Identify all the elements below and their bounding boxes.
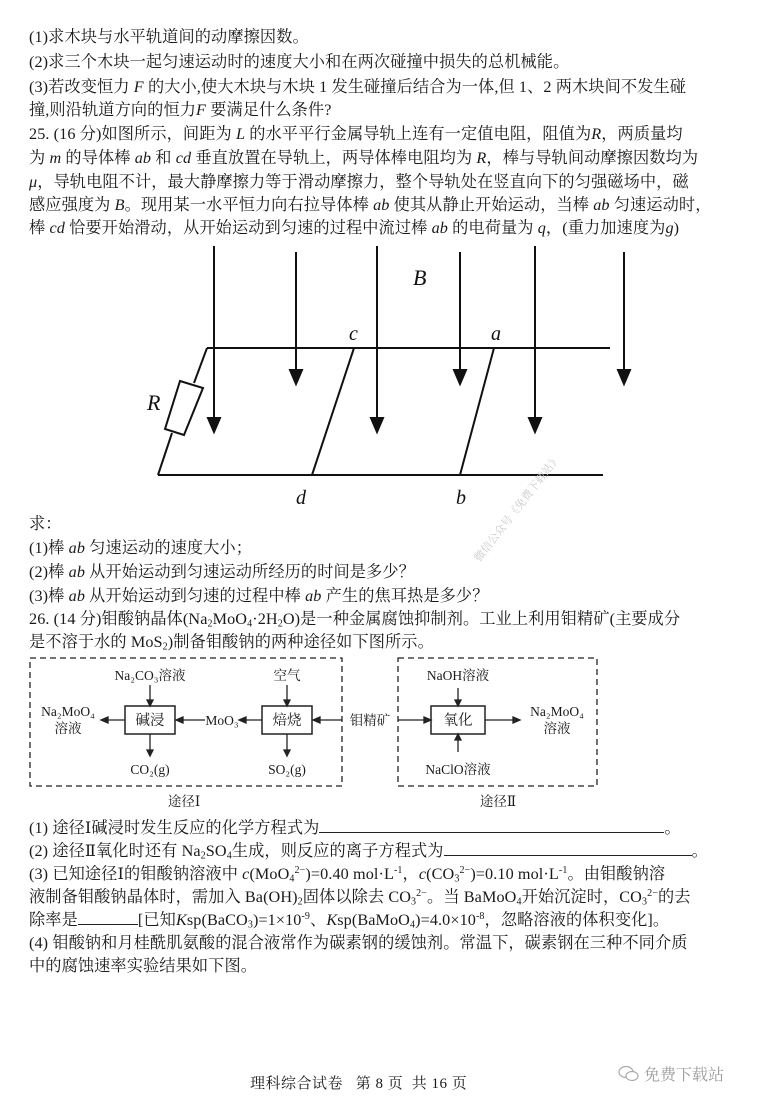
- subscript: 4: [516, 896, 522, 908]
- text: )=0.40 mol·L: [305, 865, 394, 883]
- arrow-head-icon: [313, 717, 320, 723]
- intermediate-moo3: MoO₃: [205, 713, 239, 728]
- text: O)是一种金属腐蚀抑制剂。工业上利用钼精矿(主要成分: [282, 610, 681, 628]
- gas-co2: CO₂(g): [130, 762, 170, 777]
- text: SO: [205, 842, 227, 860]
- q26-q3-line3: [29, 910, 751, 930]
- text: (2)棒: [29, 563, 65, 581]
- q24-part1-text: (1)求木块与水平轨道间的动摩擦因数。: [29, 28, 309, 46]
- superscript: -1: [393, 864, 403, 876]
- label-alkali-leach: 碱浸: [135, 713, 165, 729]
- arrow-head-icon: [290, 370, 302, 384]
- q25-sub1: [29, 538, 751, 558]
- arrow-head-icon: [147, 750, 153, 756]
- superscript: 2−: [416, 887, 428, 899]
- q25-line3: [29, 172, 751, 192]
- q26-line1: [29, 609, 751, 629]
- bar-cd: [312, 348, 354, 475]
- q25-line5: [29, 218, 751, 238]
- var-cd: cd: [49, 219, 65, 237]
- text: 25. (16 分)如图所示，间距为: [29, 125, 232, 143]
- text: 棒: [29, 219, 46, 237]
- subscript: 3: [411, 896, 417, 908]
- superscript: 2−: [647, 887, 658, 899]
- text: 生成，则反应的离子方程式为: [231, 842, 444, 860]
- var-ab: ab: [68, 587, 86, 605]
- text: 的去: [657, 888, 691, 906]
- text: 。由钼酸钠溶: [567, 865, 666, 883]
- text: ，(重力加速度为: [545, 219, 666, 237]
- text: (2) 途径Ⅱ氧化时还有 Na: [29, 842, 201, 860]
- resistor-lead-bottom: [158, 433, 172, 475]
- text: (3)若改变恒力: [29, 78, 130, 96]
- text: 求：: [29, 515, 62, 533]
- arrow-head-icon: [101, 717, 108, 723]
- output-na2moo4: Na₂MoO₄: [530, 704, 584, 719]
- text: 中的腐蚀速率实验结果如下图。: [29, 957, 258, 975]
- subscript: 3: [454, 873, 460, 885]
- q26-q3-line1: [29, 864, 751, 884]
- var-m: m: [49, 149, 62, 167]
- q25-line1: [29, 124, 751, 144]
- text: 的导体棒: [65, 149, 131, 167]
- text: 使其从静止开始运动，当棒: [393, 196, 590, 214]
- var-B: B: [114, 196, 125, 214]
- label-roast: 焙烧: [272, 713, 302, 729]
- q24-part1: [29, 27, 751, 47]
- q26-q1: [29, 818, 751, 838]
- q25-line4: [29, 195, 751, 215]
- var-K: K: [326, 911, 338, 929]
- footer-text: 理科综合试卷 第 8 页 共 16 页: [250, 1076, 468, 1092]
- label-oxidize: 氧化: [443, 713, 473, 729]
- output-solution: 溶液: [543, 721, 571, 736]
- var-ab: ab: [373, 196, 390, 214]
- text: (1) 途径Ⅰ碱浸时发生反应的化学方程式为: [29, 819, 320, 837]
- text: MoO: [212, 610, 248, 628]
- superscript: -1: [558, 864, 568, 876]
- text: 的电荷量为: [452, 219, 534, 237]
- subscript: 4: [409, 919, 416, 931]
- text: 是不溶于水的 MoS: [29, 633, 163, 651]
- text: 的水平平行金属导轨上连有一定值电阻，阻值为: [249, 125, 592, 143]
- text: sp(BaMoO: [337, 911, 410, 929]
- text: 、: [310, 911, 327, 929]
- text: (3)棒: [29, 587, 65, 605]
- var-F: F: [133, 78, 144, 96]
- arrow-head-icon: [239, 717, 246, 723]
- arrow-head-icon: [454, 370, 466, 384]
- q25-sub2: [29, 562, 751, 582]
- text: 。当 BaMoO: [427, 888, 517, 906]
- var-ab: ab: [134, 149, 152, 167]
- subscript: 3: [247, 919, 253, 931]
- output-na2moo4: Na₂MoO₄: [41, 704, 95, 719]
- var-ab: ab: [68, 539, 86, 557]
- label-b: b: [456, 487, 466, 509]
- text: (1)棒: [29, 539, 65, 557]
- resistor-lead-top: [194, 348, 207, 383]
- text: ·2H: [252, 610, 278, 628]
- q26-q2: [29, 841, 751, 861]
- var-ab: ab: [305, 587, 322, 605]
- text: ，棒与导轨间动摩擦因数均为: [486, 149, 699, 167]
- label-d: d: [296, 487, 306, 509]
- arrow-head-icon: [455, 700, 461, 706]
- text: 。: [691, 842, 708, 860]
- brand-text: 免费下载站: [644, 1065, 725, 1084]
- text: 。现用某一水平恒力向右拉导体棒: [124, 196, 369, 214]
- subscript: 4: [247, 618, 253, 630]
- var-F: F: [196, 101, 207, 119]
- arrow-head-icon: [284, 700, 290, 706]
- text: 从开始运动到匀速运动所经历的时间是多少？: [89, 563, 415, 581]
- output-solution: 溶液: [54, 721, 82, 736]
- arrow-head-icon: [284, 750, 290, 756]
- arrow-head-icon: [618, 370, 630, 384]
- text: 匀速运动时，: [613, 196, 712, 214]
- text: 撞,则沿轨道方向的恒力: [29, 101, 197, 119]
- input-air: 空气: [273, 668, 301, 683]
- text: 除率是: [29, 911, 78, 929]
- subscript: 2: [162, 641, 168, 653]
- source-ore: 钼精矿: [349, 713, 391, 728]
- text: 产生的焦耳热是多少？: [325, 587, 489, 605]
- bar-ab: [460, 348, 494, 475]
- subscript: 4: [289, 873, 295, 885]
- q25-sub3: [29, 586, 751, 606]
- text: sp(BaCO: [186, 911, 248, 929]
- text: 恰要开始滑动，从开始运动到匀速的过程中流过棒: [69, 219, 428, 237]
- answer-blank[interactable]: [78, 910, 138, 925]
- subscript: 2: [277, 618, 283, 630]
- q24-part2: [29, 52, 751, 72]
- subscript: 2: [297, 896, 303, 908]
- process-flowchart: [0, 640, 771, 815]
- caption-route2: 途径Ⅱ: [479, 794, 517, 809]
- text: )=1×10: [252, 911, 302, 929]
- arrow-head-icon: [208, 418, 220, 432]
- answer-blank[interactable]: [319, 818, 664, 833]
- text: 液制备钼酸钠晶体时，需加入 Ba(OH): [29, 888, 298, 906]
- arrow-head-icon: [147, 700, 153, 706]
- subscript: 4: [226, 850, 232, 862]
- var-c: c: [418, 865, 427, 883]
- text: (CO: [426, 865, 455, 883]
- subscript: 2: [200, 850, 206, 862]
- var-ab: ab: [593, 196, 610, 214]
- var-c: c: [242, 865, 250, 883]
- subscript: 3: [641, 896, 648, 908]
- arrow-head-icon: [371, 418, 383, 432]
- text: ，忽略溶液的体积变化]。: [484, 911, 670, 929]
- superscript: 2−: [459, 864, 471, 876]
- var-ab: ab: [68, 563, 86, 581]
- var-q: q: [537, 219, 546, 237]
- text: 匀速运动的速度大小；: [89, 539, 253, 557]
- q24-part3-line2: [29, 100, 751, 120]
- text: (4) 钼酸钠和月桂酰肌氨酸的混合液常作为碳素钢的缓蚀剂。常温下，碳素钢在三种不同介质: [29, 934, 688, 952]
- text: )制备钼酸钠的两种途径如下图所示。: [167, 633, 434, 651]
- var-R: R: [476, 149, 487, 167]
- var-K: K: [175, 911, 187, 929]
- q26-q4-line1: [29, 933, 751, 953]
- superscript: 2−: [294, 864, 306, 876]
- text: 垂直放置在导轨上，两导体棒电阻均为: [195, 149, 473, 167]
- input-naclo: NaClO溶液: [425, 762, 491, 777]
- text: ，: [402, 865, 419, 883]
- text: ): [673, 219, 680, 237]
- var-R: R: [591, 125, 602, 143]
- label-a: a: [491, 323, 501, 345]
- text: )=0.10 mol·L: [470, 865, 559, 883]
- text: 26. (14 分)钼酸钠晶体(Na: [29, 610, 208, 628]
- arrow-head-icon: [529, 418, 541, 432]
- q24-part3-line1: [29, 77, 751, 97]
- gas-so2: SO₂(g): [268, 762, 306, 777]
- q26-q3-line2: [29, 887, 751, 907]
- label-c: c: [349, 323, 358, 345]
- text: 的大小,使大木块与木块 1 发生碰撞后结合为一体,但 1、2 两木块间不发生碰: [147, 78, 687, 96]
- brand-watermark: [618, 1062, 724, 1085]
- diagonal-watermark: 微信公众号《免费下载站》: [471, 452, 564, 565]
- superscript: -9: [301, 910, 311, 922]
- caption-route1: 途径Ⅰ: [167, 794, 201, 809]
- text: ，两质量均: [601, 125, 683, 143]
- text: 固体以除去 CO: [302, 888, 412, 906]
- q24-part2-text: (2)求三个木块一起匀速运动时的速度大小和在两次碰撞中损失的总机械能。: [29, 53, 570, 71]
- var-ab: ab: [431, 219, 448, 237]
- q25-ask: [29, 514, 751, 534]
- label-B: B: [413, 265, 427, 290]
- text: 为: [29, 149, 46, 167]
- wechat-icon: [618, 1065, 640, 1083]
- label-R: R: [147, 390, 161, 415]
- var-g: g: [665, 219, 674, 237]
- answer-blank[interactable]: [444, 841, 692, 856]
- text: (MoO: [249, 865, 290, 883]
- text: ，导轨电阻不计，最大静摩擦力等于滑动摩擦力，整个导轨处在竖直向下的匀强磁场中，磁: [37, 173, 689, 191]
- text: 感应强度为: [29, 196, 111, 214]
- text: (3) 已知途径Ⅰ的钼酸钠溶液中: [29, 865, 238, 883]
- var-cd: cd: [175, 149, 192, 167]
- resistor: [165, 381, 203, 435]
- arrow-head-icon: [513, 717, 520, 723]
- input-na2co3: Na₂CO₃溶液: [114, 668, 186, 683]
- text: 。: [664, 819, 681, 837]
- rail-diagram: [130, 240, 650, 520]
- text: [已知: [137, 911, 176, 929]
- input-naoh: NaOH溶液: [426, 668, 490, 683]
- page-footer: [250, 1072, 467, 1093]
- text: 和: [155, 149, 172, 167]
- arrow-head-icon: [455, 734, 461, 740]
- var-L: L: [235, 125, 246, 143]
- var-mu: μ: [29, 173, 38, 191]
- q25-line2: [29, 148, 751, 168]
- superscript: -8: [475, 910, 485, 922]
- text: )=4.0×10: [415, 911, 476, 929]
- q26-q4-line2: [29, 956, 751, 976]
- subscript: 2: [207, 618, 213, 630]
- text: 从开始运动到匀速的过程中棒: [89, 587, 301, 605]
- text: 要满足什么条件?: [210, 101, 332, 119]
- arrow-head-icon: [424, 717, 431, 723]
- arrow-head-icon: [176, 717, 183, 723]
- text: 开始沉淀时，CO: [521, 888, 642, 906]
